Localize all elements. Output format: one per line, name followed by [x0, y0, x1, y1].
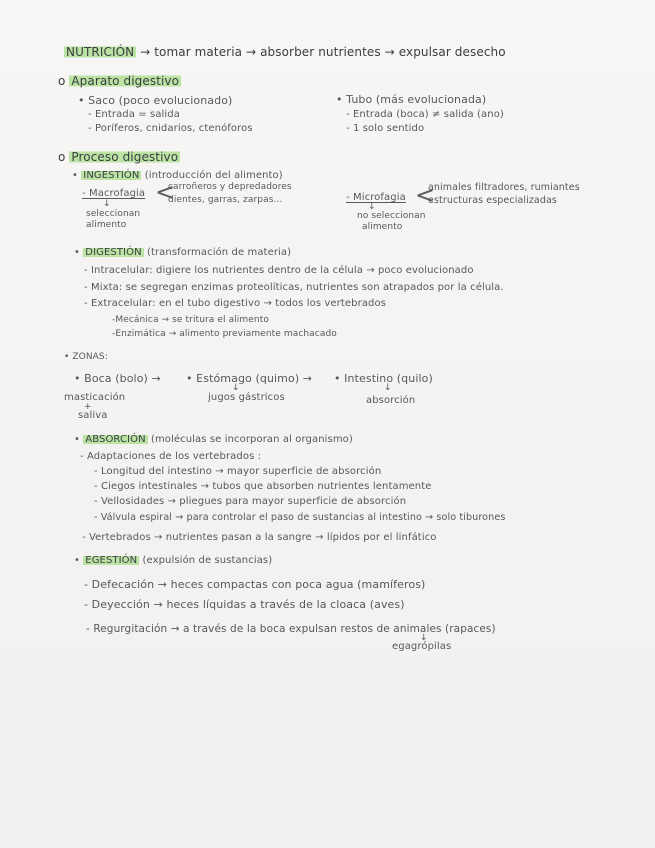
micro-bottom: estructuras especializadas — [428, 195, 557, 206]
bullet-dot: • — [74, 555, 84, 566]
regurgitacion: - Regurgitación → a través de la boca expulsan restos de animales (rapaces) — [86, 623, 496, 635]
absorcion-desc: (moléculas se incorporan al organismo) — [150, 434, 353, 445]
micro-note2: alimento — [362, 222, 403, 232]
digestion-label: DIGESTIÓN — [85, 247, 142, 258]
bullet-dot: • — [72, 170, 82, 181]
header-title: NUTRICIÓN — [66, 45, 135, 59]
mecanica: -Mecánica → se tritura el alimento — [112, 315, 269, 325]
zona-estomago: • Estómago (quimo) → — [186, 372, 313, 385]
absorcion-label: ABSORCIÓN — [85, 434, 146, 445]
defecacion: - Defecación → heces compactas con poca agua (mamíferos) — [84, 578, 426, 591]
absorcion-head — [74, 435, 353, 445]
proceso-title: Proceso digestivo — [71, 150, 179, 164]
zona-boca: • Boca (bolo) → — [74, 372, 161, 385]
adapt-vellosidades: - Vellosidades → pliegues para mayor superficie de absorción — [94, 496, 407, 507]
arrow-down: ↓ — [384, 383, 392, 393]
enzimatica: -Enzimática → alimento previamente machacado — [112, 329, 337, 339]
extracelular: - Extracelular: en el tubo digestivo → todos los vertebrados — [84, 298, 387, 309]
intestino-sub: absorción — [366, 395, 416, 406]
adapt-valvula: - Válvula espiral → para controlar el paso de sustancias al intestino → solo tiburones — [94, 512, 506, 523]
section-proceso — [58, 151, 180, 163]
aparato-title: Aparato digestivo — [71, 74, 180, 88]
macro-bottom: dientes, garras, zarpas... — [168, 195, 283, 205]
micro-note1: no seleccionan — [357, 211, 426, 221]
tubo-l2: - 1 solo sentido — [346, 123, 425, 134]
arrow-down: ↓ — [368, 202, 376, 212]
egestion-head — [74, 556, 272, 566]
arrow-down: ↓ — [232, 383, 240, 393]
digestion-head — [74, 248, 291, 258]
adaptaciones: - Adaptaciones de los vertebrados : — [80, 451, 262, 462]
boca-sub1: masticación — [64, 392, 126, 403]
brace-micro: < — [415, 181, 436, 209]
ingestion-label: INGESTIÓN — [83, 170, 140, 181]
egestion-desc: (expulsión de sustancias) — [142, 555, 273, 566]
boca-sub3: saliva — [78, 410, 108, 421]
saco-l2: - Poríferos, cnidarios, ctenóforos — [88, 123, 253, 134]
estomago-sub: jugos gástricos — [208, 392, 285, 403]
vertebrados-linfatico: - Vertebrados → nutrientes pasan a la sangre → lípidos por el linfático — [82, 532, 437, 543]
bullet-dot: • — [74, 434, 84, 445]
digestion-desc: (transformación de materia) — [146, 247, 292, 258]
tubo-head: • Tubo (más evolucionada) — [336, 93, 487, 106]
header-rest: → tomar materia → absorber nutrientes → expulsar desecho — [140, 45, 506, 59]
saco-head: • Saco (poco evolucionado) — [78, 94, 233, 107]
micro-top: animales filtradores, rumiantes — [428, 182, 580, 193]
macro-top: carroñeros y depredadores — [168, 182, 292, 192]
bullet-circle: o — [58, 150, 70, 164]
egestion-label: EGESTIÓN — [85, 555, 138, 566]
zona-intestino: • Intestino (quilo) — [334, 372, 433, 385]
saco-l1: - Entrada = salida — [88, 109, 180, 120]
microfagia-label: - Microfagia — [346, 192, 406, 203]
macro-note1: seleccionan — [86, 209, 141, 219]
zonas-label: • ZONAS: — [64, 352, 108, 362]
bullet-dot: • — [74, 247, 84, 258]
boca-sub2: + — [84, 402, 92, 412]
macro-note2: alimento — [86, 220, 127, 230]
macrofagia-label: - Macrofagia — [82, 188, 146, 199]
arrow-down: ↓ — [103, 199, 111, 209]
intracelular: - Intracelular: digiere los nutrientes dentro de la célula → poco evolucionado — [84, 265, 474, 276]
egagropilas: egagrópilas — [392, 641, 452, 652]
ingestion-desc: (introducción del alimento) — [144, 170, 283, 181]
mixta: - Mixta: se segregan enzimas proteolíticas, nutrientes son atrapados por la célula. — [84, 282, 504, 293]
header-line — [64, 46, 506, 58]
ingestion-head — [72, 171, 283, 181]
adapt-longitud: - Longitud del intestino → mayor superficie de absorción — [94, 466, 382, 477]
section-aparato — [58, 75, 181, 87]
bullet-circle: o — [58, 74, 70, 88]
tubo-l1: - Entrada (boca) ≠ salida (ano) — [346, 109, 504, 120]
arrow-down: ↓ — [420, 633, 428, 643]
adapt-ciegos: - Ciegos intestinales → tubos que absorben nutrientes lentamente — [94, 481, 432, 492]
brace-macro: < — [155, 178, 176, 206]
deyeccion: - Deyección → heces líquidas a través de la cloaca (aves) — [84, 598, 405, 611]
